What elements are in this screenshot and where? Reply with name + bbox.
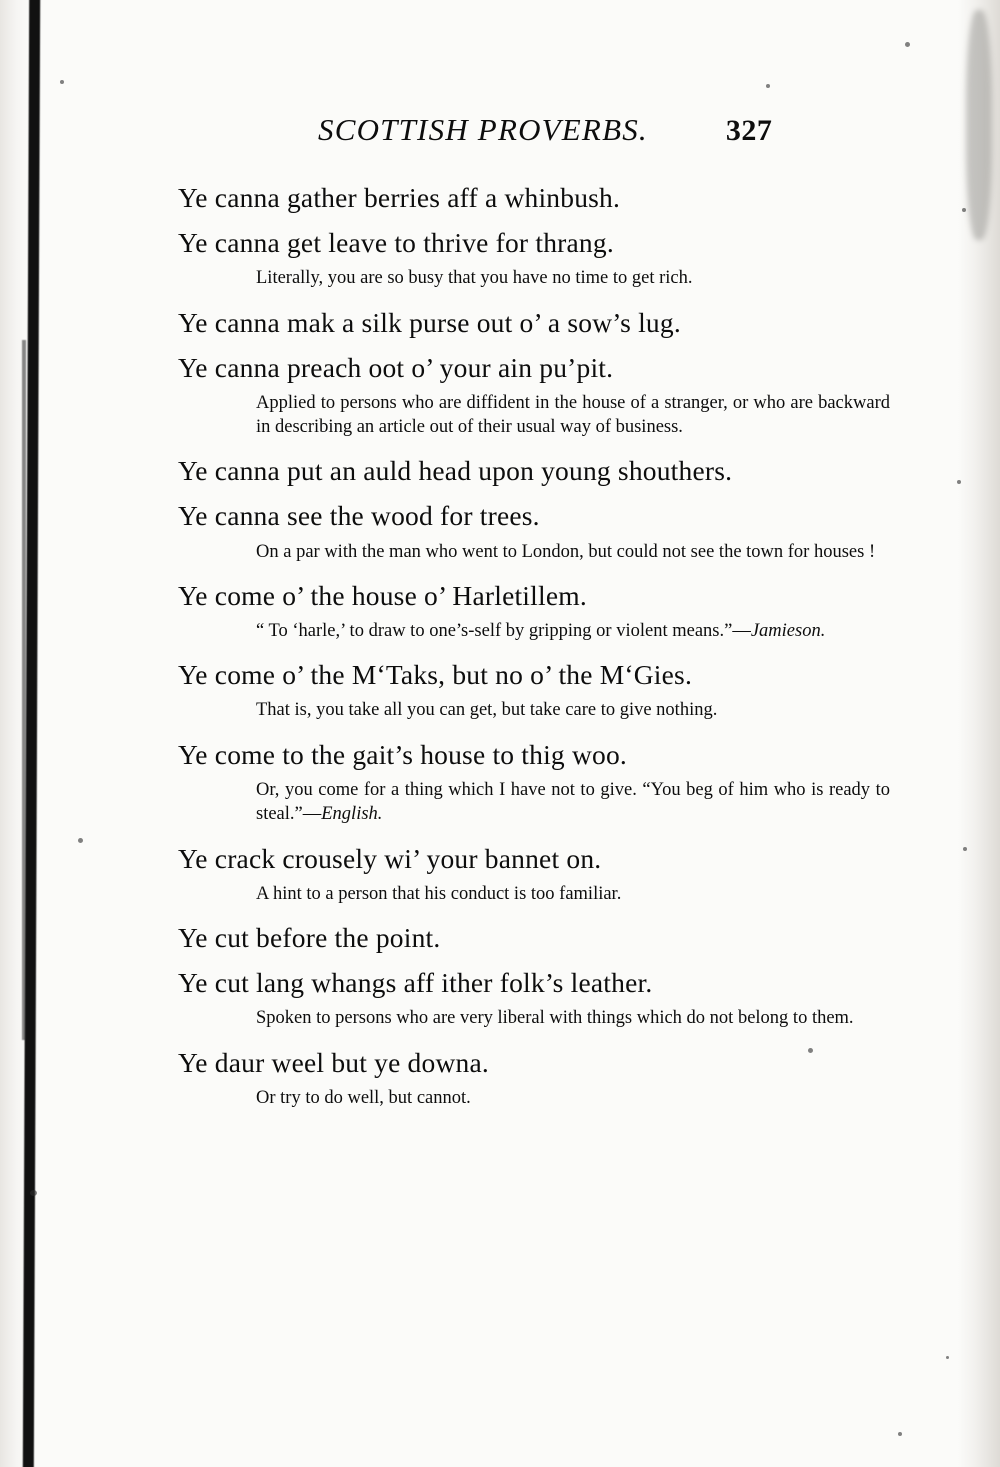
scan-smudge (966, 10, 992, 240)
proverb-entry (178, 918, 890, 957)
proverb-text: Ye cut lang whangs aff ither folk’s leather. (178, 967, 653, 999)
gloss-text: “ To ‘harle,’ to draw to one’s-self by gripping or violent means.”— (256, 620, 751, 641)
proverb-gloss: On a par with the man who went to London, but could not see the town for houses ! (256, 541, 876, 562)
proverb-entry (178, 178, 890, 217)
scan-speck (898, 1432, 902, 1436)
proverb-gloss: Spoken to persons who are very liberal with things which do not belong to them. (256, 1008, 854, 1029)
book-spine-shadow-secondary (22, 340, 26, 1040)
proverb-text: Ye canna preach oot o’ your ain pu’pit. (178, 351, 614, 383)
proverb-entry (178, 451, 890, 490)
gloss-text: Or, you come for a thing which I have not to give. “You beg of him who is ready to steal.”— (256, 779, 890, 825)
page-title: SCOTTISH PROVERBS. (318, 112, 648, 147)
proverb-entry (178, 496, 890, 563)
proverb-entry (178, 963, 890, 1030)
scan-speck (60, 80, 64, 84)
proverb-entry (178, 1043, 890, 1110)
proverb-text: Ye cut before the point. (178, 922, 441, 954)
page-content (178, 112, 890, 1122)
proverb-text: Ye come to the gait’s house to thig woo. (178, 738, 627, 770)
proverb-text: Ye canna put an auld head upon young shouthers. (178, 455, 733, 487)
scan-speck (78, 838, 83, 843)
proverb-entry (178, 655, 890, 722)
proverb-gloss (178, 619, 890, 643)
scan-speck (905, 42, 910, 47)
scan-speck (30, 1190, 37, 1196)
proverb-text: Ye canna get leave to thrive for thrang. (178, 227, 614, 259)
scan-speck (957, 480, 961, 484)
scan-speck (766, 84, 770, 88)
page-number: 327 (725, 114, 773, 147)
proverb-text: Ye come o’ the house o’ Harletillem. (178, 579, 587, 611)
proverb-text: Ye canna gather berries aff a whinbush. (178, 182, 621, 213)
proverb-entry (178, 839, 890, 906)
proverb-entry (178, 735, 890, 827)
proverb-gloss (178, 778, 890, 827)
scan-speck (963, 847, 967, 851)
proverb-entry (178, 576, 890, 643)
proverb-gloss: Literally, you are so busy that you have no time to get rich. (256, 268, 693, 289)
proverb-entry (178, 348, 890, 440)
proverb-text: Ye canna mak a silk purse out o’ a sow’s lug. (178, 306, 681, 338)
proverb-text: Ye daur weel but ye downa. (178, 1046, 489, 1078)
proverb-entry (178, 303, 890, 342)
proverb-entry (178, 223, 890, 290)
proverb-gloss: That is, you take all you can get, but take care to give nothing. (256, 700, 718, 721)
running-header (178, 112, 890, 148)
proverb-text: Ye canna see the wood for trees. (178, 500, 540, 532)
gloss-citation: English. (321, 804, 383, 825)
proverb-gloss: A hint to a person that his conduct is too familiar. (256, 883, 622, 904)
proverb-text: Ye crack crousely wi’ your bannet on. (178, 842, 602, 874)
proverb-text: Ye come o’ the M‘Taks, but no o’ the M‘Gies. (178, 659, 693, 691)
proverb-gloss: Applied to persons who are diffident in the house of a stranger, or who are backward in describing an article out of their usual way of business. (256, 392, 890, 437)
gloss-citation: Jamieson. (750, 620, 826, 641)
scan-speck (946, 1356, 949, 1359)
scan-speck (962, 208, 966, 212)
proverb-gloss: Or try to do well, but cannot. (256, 1087, 471, 1108)
